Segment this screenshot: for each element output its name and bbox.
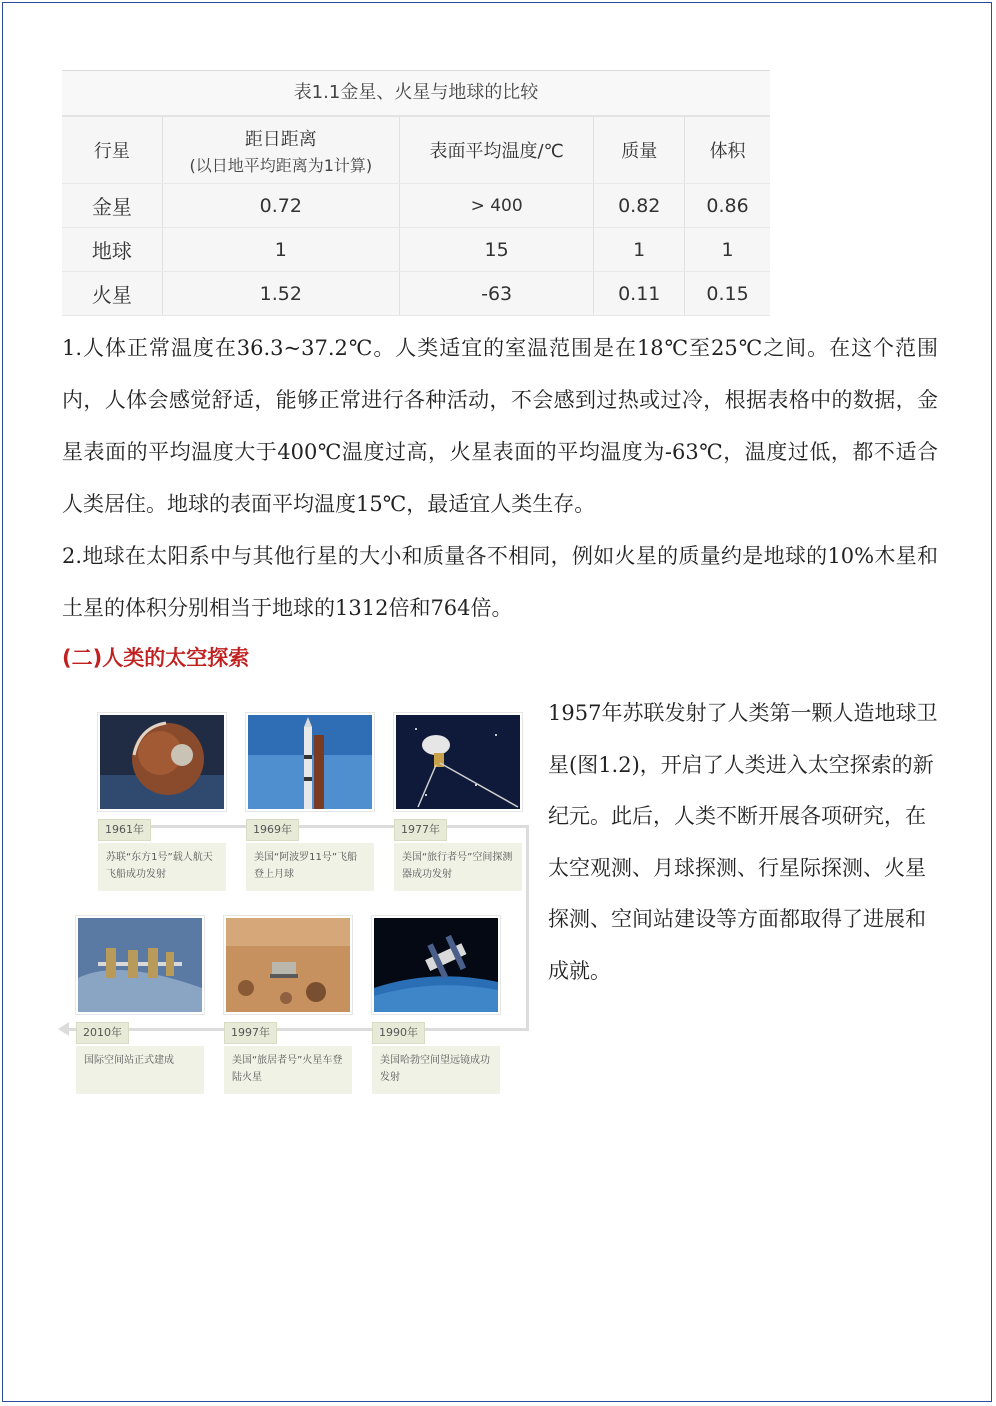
cell-temperature: > 400 <box>399 184 593 228</box>
vostok-capsule-image <box>98 713 226 811</box>
event-description: 美国哈勃空间望远镜成功发射 <box>372 1046 500 1094</box>
header-distance-sub: (以日地平均距离为1计算) <box>189 155 373 175</box>
event-year: 1997年 <box>224 1022 277 1044</box>
timeline-event <box>246 713 374 891</box>
timeline-line-right <box>526 825 529 1030</box>
cell-volume: 1 <box>685 228 770 272</box>
paragraph-1: 1.人体正常温度在36.3~37.2℃。人类适宜的室温范围是在18℃至25℃之间。在这个范围内，人体会感觉舒适，能够正常进行各种活动，不会感到过热或过冷，根据表格中的数据，金星表面的平均温度大于400℃温度过高，火星表面的平均温度为-63℃，温度过低，都不适合人类居住。地球的表面平均温度15℃，最适宜人类生存。 <box>62 336 938 516</box>
cell-temperature: -63 <box>399 272 593 316</box>
cell-planet: 金星 <box>62 184 162 228</box>
cell-volume: 0.86 <box>685 184 770 228</box>
cell-distance: 1.52 <box>162 272 399 316</box>
timeline-event <box>224 916 352 1094</box>
event-description: 美国“旅居者号”火星车登陆火星 <box>224 1046 352 1094</box>
event-year: 1961年 <box>98 819 151 841</box>
event-description: 美国“阿波罗11号”飞船登上月球 <box>246 843 374 891</box>
event-year: 1977年 <box>394 819 447 841</box>
planet-table <box>62 115 770 316</box>
section-body-text: 1957年苏联发射了人类第一颗人造地球卫星(图1.2)，开启了人类进入太空探索的新纪元。此后，人类不断开展各项研究，在太空观测、月球探测、行星际探测、火星探测、空间站建设等方面都取得了进展和成就。 <box>548 701 938 983</box>
header-distance <box>162 116 399 184</box>
timeline-event <box>76 916 204 1094</box>
timeline-event <box>98 713 226 891</box>
table-row <box>62 184 770 228</box>
paragraph-2: 2.地球在太阳系中与其他行星的大小和质量各不相同，例如火星的质量约是地球的10%木星和土星的体积分别相当于地球的1312倍和764倍。 <box>62 544 938 620</box>
cell-planet: 地球 <box>62 228 162 272</box>
header-distance-label: 距日距离 <box>244 128 317 150</box>
cell-mass: 0.11 <box>594 272 685 316</box>
cell-mass: 0.82 <box>594 184 685 228</box>
table-row <box>62 228 770 272</box>
timeline-event <box>394 713 522 891</box>
cell-volume: 0.15 <box>685 272 770 316</box>
space-exploration-timeline <box>58 705 540 1100</box>
mars-rover-image <box>224 916 352 1014</box>
table-caption: 表1.1金星、火星与地球的比较 <box>62 70 770 115</box>
timeline-arrow-icon <box>58 1022 69 1036</box>
timeline-event <box>372 916 500 1094</box>
apollo-rocket-image <box>246 713 374 811</box>
event-description: 国际空间站正式建成 <box>76 1046 204 1094</box>
comparison-table <box>62 70 770 316</box>
header-temperature: 表面平均温度/℃ <box>399 116 593 184</box>
cell-temperature: 15 <box>399 228 593 272</box>
header-planet: 行星 <box>62 116 162 184</box>
voyager-probe-image <box>394 713 522 811</box>
event-year: 2010年 <box>76 1022 129 1044</box>
cell-planet: 火星 <box>62 272 162 316</box>
event-year: 1990年 <box>372 1022 425 1044</box>
cell-distance: 0.72 <box>162 184 399 228</box>
cell-mass: 1 <box>594 228 685 272</box>
hubble-telescope-image <box>372 916 500 1014</box>
space-station-image <box>76 916 204 1014</box>
event-year: 1969年 <box>246 819 299 841</box>
cell-distance: 1 <box>162 228 399 272</box>
header-volume: 体积 <box>685 116 770 184</box>
table-header-row <box>62 116 770 184</box>
table-row <box>62 272 770 316</box>
event-description: 美国“旅行者号”空间探测器成功发射 <box>394 843 522 891</box>
header-mass: 质量 <box>594 116 685 184</box>
event-description: 苏联“东方1号”载人航天飞船成功发射 <box>98 843 226 891</box>
section-title: (二)人类的太空探索 <box>62 646 250 670</box>
